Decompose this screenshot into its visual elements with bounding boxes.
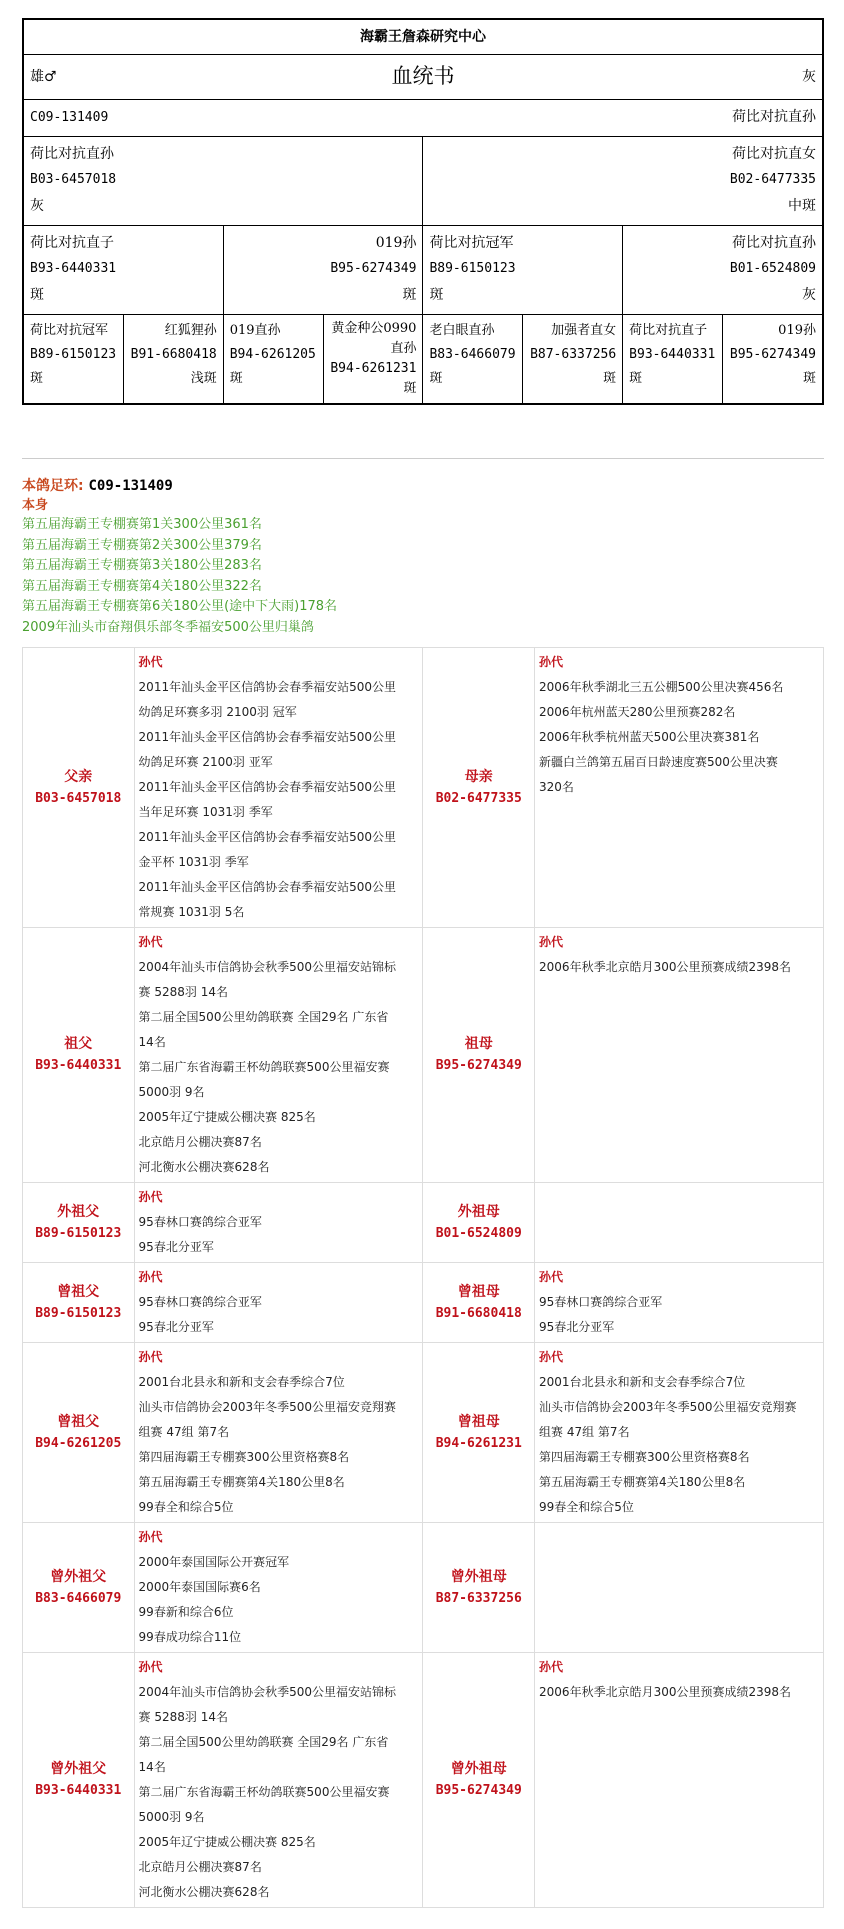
result-line: 常规赛 1031羽 5名 — [138, 905, 245, 919]
result-line: 金平杯 1031羽 季军 — [138, 855, 249, 869]
result-item: 2009年汕头市奋翔俱乐部冬季福安500公里归巢鸽 — [22, 619, 314, 635]
result-line: 2011年汕头金平区信鸽协会春季福安站500公里 — [138, 730, 396, 744]
result-line: 北京皓月公棚决赛87名 — [138, 1135, 262, 1149]
result-line: 99春新和综合6位 — [138, 1605, 234, 1619]
ancestor-results-cell — [134, 1653, 423, 1908]
result-line: 2011年汕头金平区信鸽协会春季福安站500公里 — [138, 880, 396, 894]
ancestor-results-cell — [535, 1653, 824, 1908]
ancestor-name-cell — [423, 1523, 535, 1653]
ancestor-results-cell — [134, 1523, 423, 1653]
result-line: 第四届海霸王专棚赛300公里资格赛8名 — [539, 1450, 750, 1464]
ancestor-results-cell — [535, 648, 824, 928]
result-line: 99春成功综合11位 — [138, 1630, 242, 1644]
result-line: 95春北分亚军 — [138, 1240, 214, 1254]
great-cell: 019孙 B95-6274349 斑 — [723, 315, 823, 405]
generation-label: 孙代 — [539, 655, 564, 669]
ancestor-ring: B94-6261205 — [35, 1435, 122, 1451]
result-line: 赛 5288羽 14名 — [138, 985, 228, 999]
result-line: 2006年秋季湖北三五公棚500公里决赛456名 — [539, 680, 784, 694]
ancestor-name-cell — [423, 1263, 535, 1343]
ancestor-name-cell — [23, 1263, 135, 1343]
ancestor-row — [23, 1523, 824, 1653]
result-line: 2000年泰国国际赛6名 — [138, 1580, 261, 1594]
ancestor-role: 曾祖母 — [457, 1413, 500, 1430]
sex-label: 雄♂ — [30, 69, 57, 85]
grandparent-cell: 019孙 B95-6274349 斑 — [223, 226, 423, 315]
ancestor-name-cell — [423, 1653, 535, 1908]
result-line: 14名 — [138, 1760, 166, 1774]
ancestor-results-cell — [535, 1263, 824, 1343]
result-line: 5000羽 9名 — [138, 1810, 205, 1824]
ancestor-role: 曾外祖母 — [450, 1761, 507, 1777]
ancestor-ring: B93-6440331 — [35, 1783, 122, 1798]
ancestor-ring: B95-6274349 — [435, 1783, 522, 1798]
result-line: 第二届全国500公里幼鸽联赛 全国29名 广东省 — [138, 1010, 389, 1024]
ring-label: 本鸽足环: — [22, 478, 84, 494]
generation-label: 孙代 — [138, 1270, 163, 1284]
result-line: 第二届广东省海霸王杯幼鸽联赛500公里福安赛 — [138, 1785, 390, 1799]
ancestor-results-cell — [535, 1343, 824, 1523]
result-line: 99春全和综合5位 — [138, 1500, 234, 1514]
ancestor-row — [23, 1343, 824, 1523]
generation-label: 孙代 — [539, 1660, 564, 1674]
ancestor-name-cell — [23, 1343, 135, 1523]
grandparent-cell: 荷比对抗直子 B93-6440331 斑 — [23, 226, 223, 315]
ancestor-ring: B91-6680418 — [435, 1305, 522, 1321]
ancestor-results-cell — [134, 648, 423, 928]
result-line: 2000年泰国国际公开赛冠军 — [138, 1555, 290, 1569]
ancestor-role: 外祖母 — [457, 1203, 500, 1220]
result-line: 95春北分亚军 — [138, 1320, 214, 1334]
parent-sire: 荷比对抗直孙 B03-6457018 灰 — [23, 137, 423, 226]
result-line: 2006年杭州蓝天280公里预赛282名 — [539, 705, 736, 719]
result-item: 第五届海霸王专棚赛第2关300公里379名 — [22, 537, 262, 553]
result-line: 汕头市信鸽协会2003年冬季500公里福安竞翔赛 — [539, 1400, 797, 1414]
great-cell: 荷比对抗直子 B93-6440331 斑 — [623, 315, 723, 405]
ancestor-ring: B95-6274349 — [435, 1058, 522, 1073]
generation-label: 孙代 — [539, 1350, 564, 1364]
divider — [22, 458, 824, 459]
great-cell: 老白眼直孙 B83-6466079 斑 — [423, 315, 523, 405]
result-line: 第四届海霸王专棚赛300公里资格赛8名 — [138, 1450, 350, 1464]
result-line: 2006年秋季杭州蓝天500公里决赛381名 — [539, 730, 760, 744]
ancestor-row — [23, 1183, 824, 1263]
parent-dam: 荷比对抗直女 B02-6477335 中斑 — [423, 137, 823, 226]
ancestor-role: 曾外祖母 — [450, 1568, 507, 1585]
ancestor-name-cell — [423, 1183, 535, 1263]
ancestor-ring: B93-6440331 — [35, 1058, 122, 1073]
ancestor-ring: B03-6457018 — [35, 790, 122, 806]
grandparent-cell: 荷比对抗直孙 B01-6524809 灰 — [623, 226, 823, 315]
ancestor-ring: B02-6477335 — [435, 790, 522, 806]
result-line: 河北衡水公棚决赛628名 — [138, 1160, 270, 1174]
result-line: 2005年辽宁捷威公棚决赛 825名 — [138, 1835, 316, 1849]
bird-name: 荷比对抗直孙 — [732, 109, 816, 125]
ancestor-role: 曾外祖父 — [50, 1568, 107, 1585]
ancestor-name-cell — [23, 1523, 135, 1653]
bird-ring: C09-131409 — [30, 110, 109, 125]
generation-label: 孙代 — [138, 1350, 163, 1364]
result-line: 2011年汕头金平区信鸽协会春季福安站500公里 — [138, 680, 396, 694]
result-line: 14名 — [138, 1035, 166, 1049]
result-line: 2001台北县永和新和支会春季综合7位 — [539, 1375, 746, 1389]
pedigree-chart — [22, 18, 824, 405]
ancestor-results-cell — [535, 1183, 824, 1263]
ancestor-name-cell — [423, 1343, 535, 1523]
result-line: 2005年辽宁捷威公棚决赛 825名 — [138, 1110, 316, 1124]
result-line: 当年足环赛 1031羽 季军 — [138, 805, 273, 819]
ancestor-role: 曾外祖父 — [50, 1761, 107, 1777]
result-line: 95春林口赛鸽综合亚军 — [138, 1215, 262, 1229]
ancestor-ring: B94-6261231 — [435, 1435, 522, 1451]
self-label: 本身 — [22, 498, 49, 513]
generation-label: 孙代 — [138, 1530, 163, 1544]
color-label: 灰 — [802, 69, 816, 85]
ancestor-ring: B83-6466079 — [35, 1590, 122, 1606]
ancestor-results-cell — [134, 1183, 423, 1263]
result-line: 组赛 47组 第7名 — [539, 1425, 630, 1439]
ancestor-role: 曾祖母 — [457, 1283, 500, 1300]
ancestor-role: 外祖父 — [57, 1203, 100, 1220]
ancestor-name-cell — [23, 1183, 135, 1263]
result-line: 幼鸽足环赛多羽 2100羽 冠军 — [138, 705, 297, 719]
result-line: 95春林口赛鸽综合亚军 — [539, 1295, 663, 1309]
generation-label: 孙代 — [138, 1190, 163, 1204]
ancestor-role: 父亲 — [64, 768, 93, 785]
ancestor-results-cell — [535, 928, 824, 1183]
ancestor-row — [23, 1263, 824, 1343]
result-line: 第二届全国500公里幼鸽联赛 全国29名 广东省 — [138, 1735, 389, 1749]
result-line: 第五届海霸王专棚赛第4关180公里8名 — [138, 1475, 345, 1489]
ancestor-name-cell — [23, 1653, 135, 1908]
results-list — [22, 515, 824, 638]
doc-title: 血统书 — [391, 64, 455, 88]
ancestor-table — [22, 647, 824, 1908]
ancestor-role: 母亲 — [464, 768, 493, 785]
ancestor-name-cell — [423, 928, 535, 1183]
ancestor-results-cell — [134, 928, 423, 1183]
great-cell: 荷比对抗冠军 B89-6150123 斑 — [23, 315, 123, 405]
ring-value: C09-131409 — [88, 478, 173, 494]
ancestor-ring: B87-6337256 — [435, 1590, 522, 1606]
result-item: 第五届海霸王专棚赛第4关180公里322名 — [22, 578, 262, 594]
result-line: 汕头市信鸽协会2003年冬季500公里福安竞翔赛 — [138, 1400, 396, 1414]
great-cell: 019直孙 B94-6261205 斑 — [223, 315, 323, 405]
generation-label: 孙代 — [138, 655, 163, 669]
result-line: 组赛 47组 第7名 — [138, 1425, 230, 1439]
result-line: 2004年汕头市信鸽协会秋季500公里福安站锦标 — [138, 1685, 396, 1699]
great-cell: 加强者直女 B87-6337256 斑 — [523, 315, 623, 405]
result-line: 2011年汕头金平区信鸽协会春季福安站500公里 — [138, 780, 396, 794]
result-line: 河北衡水公棚决赛628名 — [138, 1885, 270, 1899]
result-line: 95春北分亚军 — [539, 1320, 615, 1334]
ancestor-ring: B89-6150123 — [35, 1305, 122, 1321]
result-line: 2006年秋季北京皓月300公里预赛成绩2398名 — [539, 960, 792, 974]
result-line: 2006年秋季北京皓月300公里预赛成绩2398名 — [539, 1685, 792, 1699]
ancestor-name-cell — [423, 648, 535, 928]
ancestor-row — [23, 648, 824, 928]
generation-label: 孙代 — [539, 935, 564, 949]
result-line: 第五届海霸王专棚赛第4关180公里8名 — [539, 1475, 746, 1489]
result-line: 95春林口赛鸽综合亚军 — [138, 1295, 262, 1309]
ancestor-results-cell — [134, 1263, 423, 1343]
ancestor-ring: B01-6524809 — [435, 1225, 522, 1241]
great-cell: 黄金种公0990直孙 B94-6261231 斑 — [323, 315, 423, 405]
result-item: 第五届海霸王专棚赛第3关180公里283名 — [22, 558, 262, 573]
result-line: 2004年汕头市信鸽协会秋季500公里福安站锦标 — [138, 960, 396, 974]
ancestor-results-cell — [535, 1523, 824, 1653]
result-line: 北京皓月公棚决赛87名 — [138, 1860, 262, 1874]
generation-label: 孙代 — [138, 935, 163, 949]
grandparent-cell: 荷比对抗冠军 B89-6150123 斑 — [423, 226, 623, 315]
ancestor-ring: B89-6150123 — [35, 1225, 122, 1241]
ancestor-role: 曾祖父 — [57, 1413, 100, 1430]
ancestor-results-cell — [134, 1343, 423, 1523]
ancestor-role: 祖母 — [464, 1036, 493, 1052]
ancestor-role: 曾祖父 — [57, 1283, 100, 1300]
result-line: 320名 — [539, 780, 574, 794]
ancestor-name-cell — [23, 648, 135, 928]
generation-label: 孙代 — [138, 1660, 163, 1674]
great-cell: 红狐狸孙 B91-6680418 浅斑 — [123, 315, 223, 405]
result-line: 新疆白兰鸽第五届百日龄速度赛500公里决赛 — [539, 755, 778, 769]
result-item: 第五届海霸王专棚赛第6关180公里(途中下大雨)178名 — [22, 599, 338, 614]
result-line: 2011年汕头金平区信鸽协会春季福安站500公里 — [138, 830, 396, 844]
ancestor-row — [23, 928, 824, 1183]
result-item: 第五届海霸王专棚赛第1关300公里361名 — [22, 517, 262, 532]
bird-info — [22, 476, 824, 638]
ancestor-role: 祖父 — [64, 1036, 93, 1052]
generation-label: 孙代 — [539, 1270, 564, 1284]
result-line: 幼鸽足环赛 2100羽 亚军 — [138, 755, 273, 769]
ancestor-name-cell — [23, 928, 135, 1183]
result-line: 2001台北县永和新和支会春季综合7位 — [138, 1375, 345, 1389]
result-line: 第二届广东省海霸王杯幼鸽联赛500公里福安赛 — [138, 1060, 390, 1074]
org-title: 海霸王詹森研究中心 — [23, 19, 823, 55]
ancestor-row — [23, 1653, 824, 1908]
result-line: 99春全和综合5位 — [539, 1500, 634, 1514]
result-line: 赛 5288羽 14名 — [138, 1710, 228, 1724]
result-line: 5000羽 9名 — [138, 1085, 205, 1099]
